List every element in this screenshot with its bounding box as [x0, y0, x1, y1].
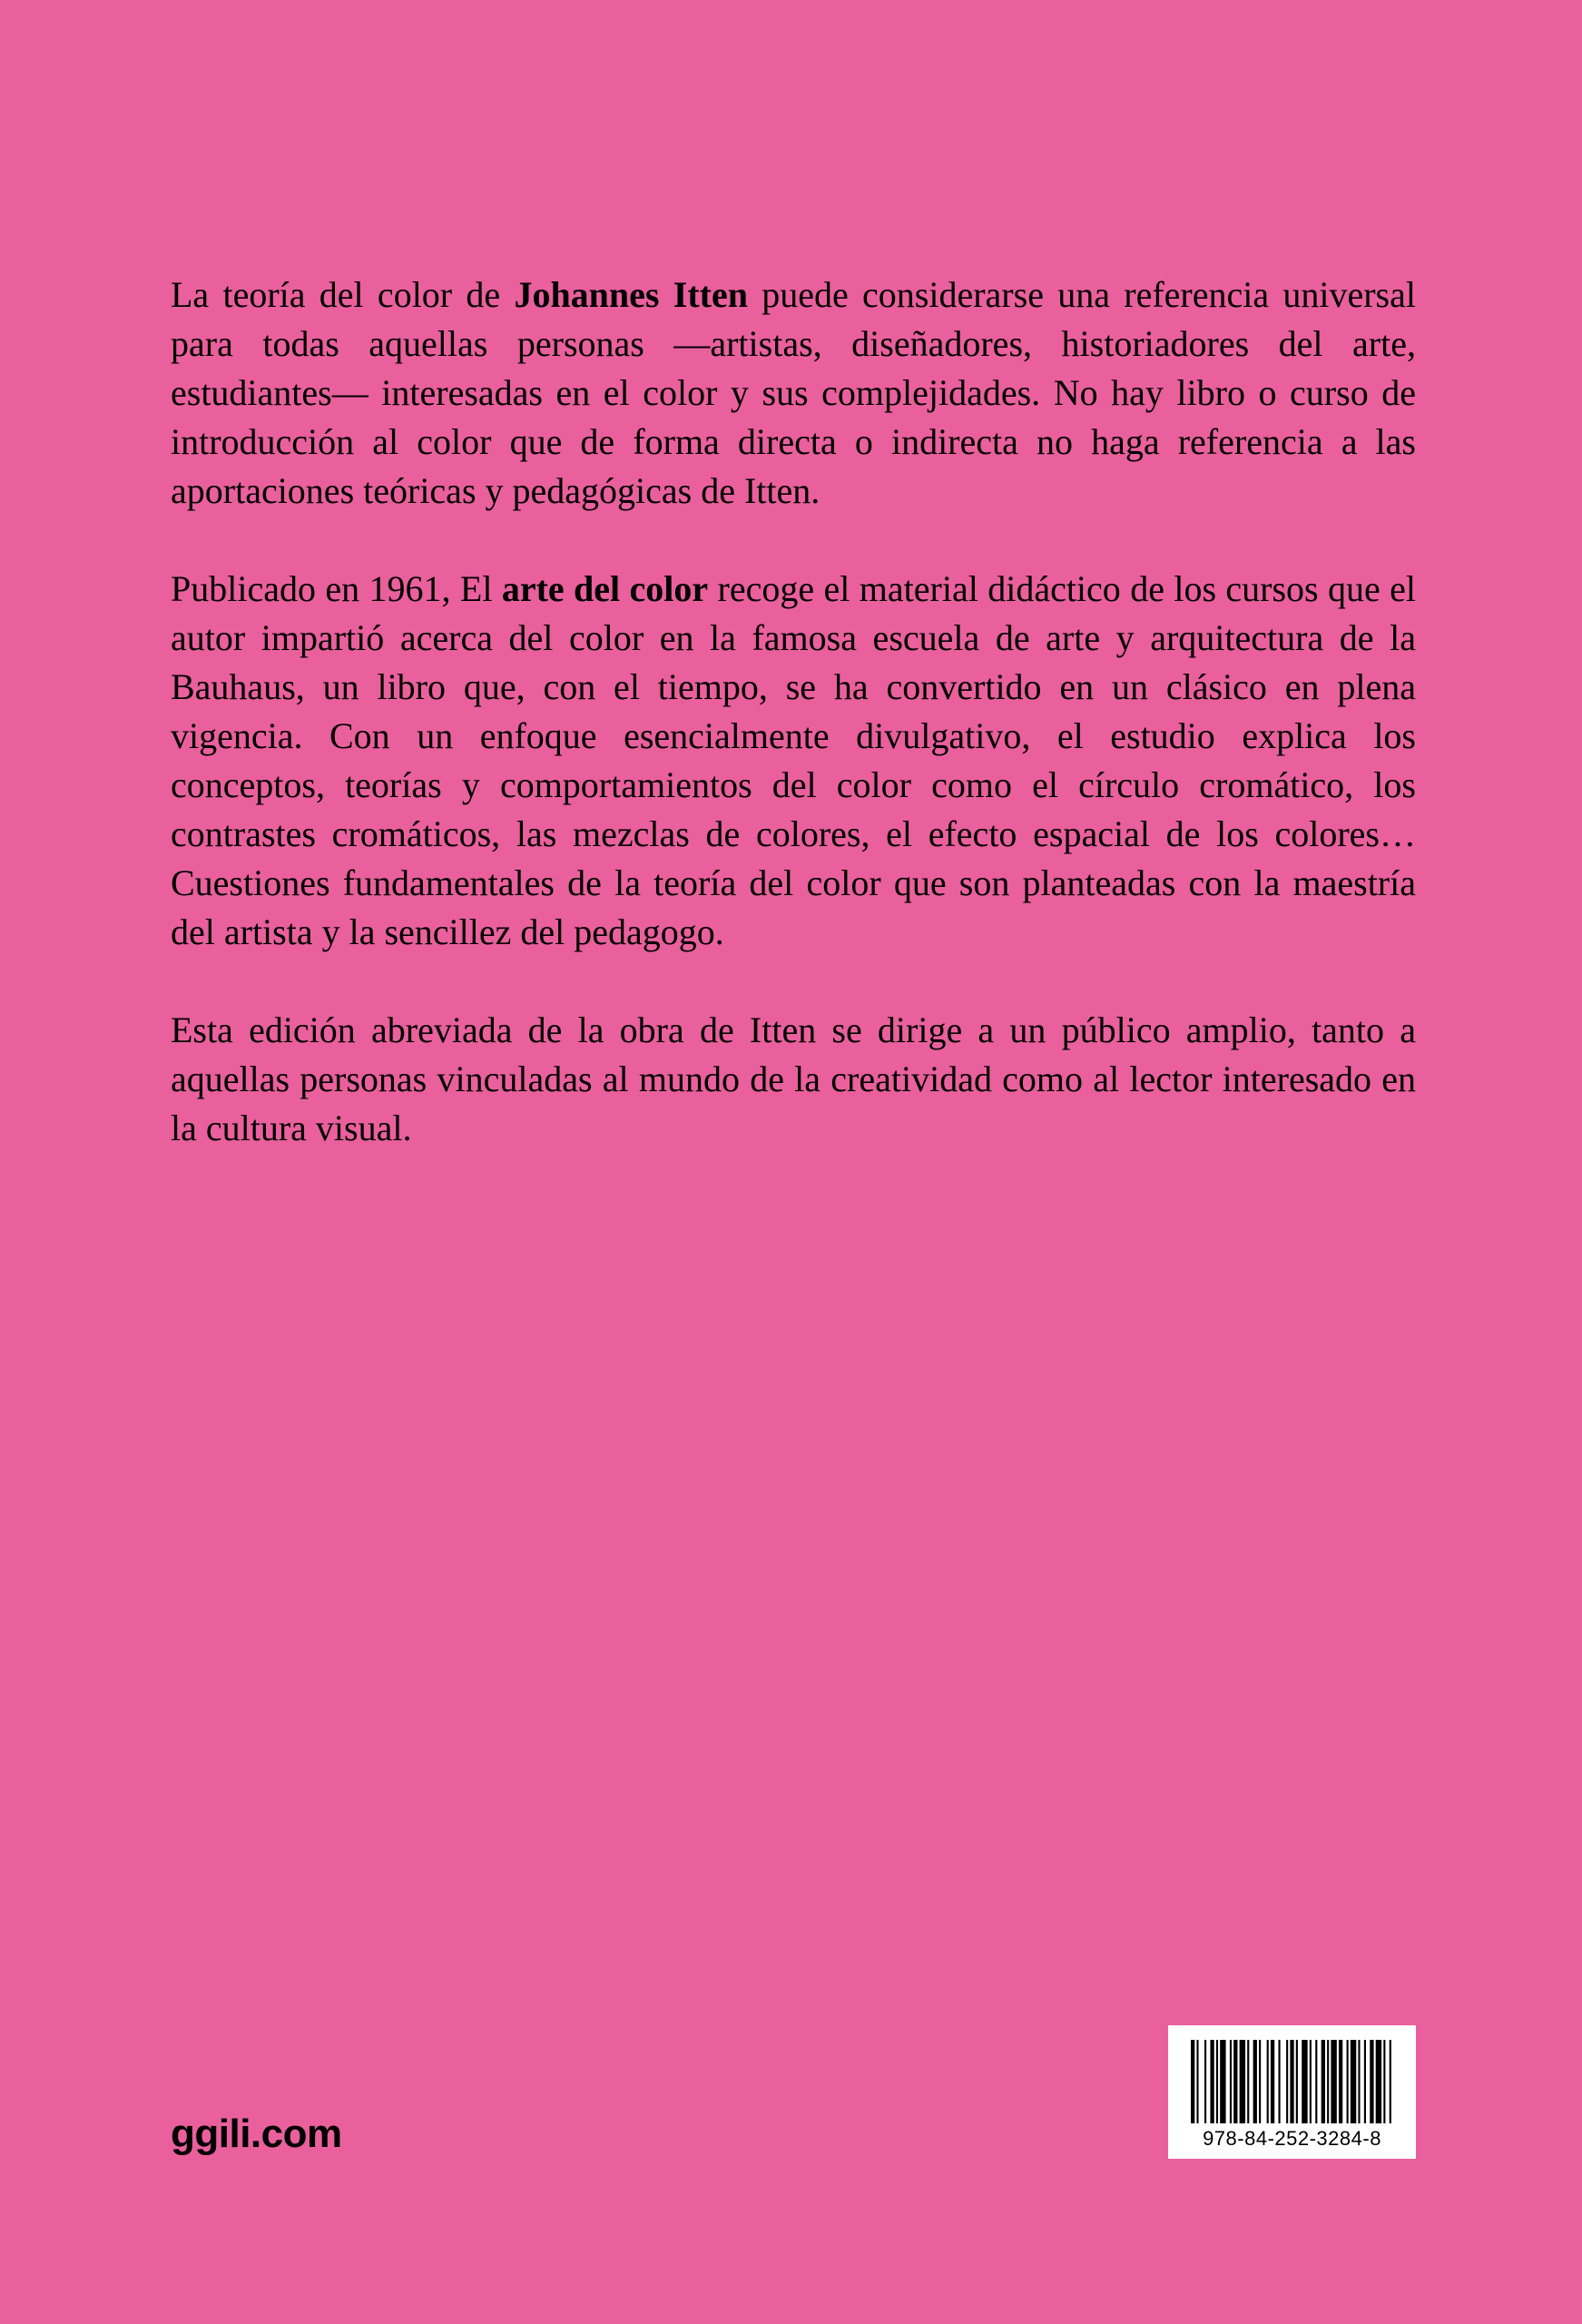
blurb-text-segment: Esta edición abreviada de la obra de Itten se dirige a un público amplio, tanto a aquellas personas vinculadas al mundo de la creatividad como al lector interesado en la cultura visual.: [171, 1009, 1416, 1148]
blurb-paragraph-2: [171, 565, 1416, 957]
barcode-bar: [1327, 2040, 1329, 2123]
blurb-paragraph-3: [171, 1006, 1416, 1153]
book-title: arte del color: [501, 568, 709, 609]
barcode-bar: [1247, 2040, 1249, 2123]
barcode-bar: [1315, 2040, 1317, 2123]
barcode-bar: [1230, 2040, 1232, 2123]
barcode-bar: [1253, 2040, 1257, 2123]
barcode-bar: [1191, 2040, 1194, 2123]
barcode-bar: [1220, 2040, 1225, 2123]
barcode-bar: [1196, 2040, 1198, 2123]
barcode-bar: [1204, 2040, 1206, 2123]
barcode-bar: [1286, 2040, 1288, 2123]
barcode-bar: [1216, 2040, 1218, 2123]
blurb-paragraph-1: [171, 271, 1416, 516]
barcode-bar: [1351, 2040, 1356, 2123]
barcode-bar: [1233, 2040, 1237, 2123]
blurb-text-segment: Publicado en 1961, El: [171, 568, 502, 609]
author-name: Johannes Itten: [514, 274, 748, 315]
barcode-bar: [1240, 2040, 1245, 2123]
barcode-bar: [1331, 2040, 1336, 2123]
barcode-bar: [1322, 2040, 1325, 2123]
barcode-bar: [1296, 2040, 1298, 2123]
barcode-bar: [1290, 2040, 1293, 2123]
barcode-bar: [1364, 2040, 1366, 2123]
barcode-bar: [1278, 2040, 1280, 2123]
barcode-bar: [1310, 2040, 1312, 2123]
publisher-url: ggili.com: [171, 2112, 342, 2156]
barcode-bar: [1339, 2040, 1342, 2123]
barcode-bar: [1210, 2040, 1214, 2123]
isbn-barcode: [1168, 2025, 1416, 2159]
barcode-bar: [1259, 2040, 1261, 2123]
barcode-bar: [1347, 2040, 1349, 2123]
blurb-text-segment: puede considerarse una referencia universal para todas aquellas personas —artistas, diseñadores, historiadores del arte, estudiantes— interesadas en el color y sus complejidades. No hay libro o curso de introducción al color que de forma directa o indirecta no haga referencia a las aportaciones teóricas y pedagógicas de Itten.: [171, 274, 1416, 511]
barcode-bar: [1358, 2040, 1360, 2123]
barcode-bar: [1390, 2040, 1391, 2123]
barcode-bar: [1267, 2040, 1269, 2123]
barcode-bars-icon: [1191, 2040, 1393, 2123]
isbn-number: 978-84-252-3284-8: [1203, 2127, 1381, 2150]
barcode-bar: [1370, 2040, 1373, 2123]
barcode-bar: [1383, 2040, 1385, 2123]
barcode-bar: [1376, 2040, 1381, 2123]
blurb-text: [171, 271, 1416, 1153]
blurb-text-segment: La teoría del color de: [171, 274, 515, 315]
barcode-bar: [1302, 2040, 1307, 2123]
barcode-bar: [1271, 2040, 1274, 2123]
blurb-text-segment: recoge el material didáctico de los cursos que el autor impartió acerca del color en la famosa escuela de arte y arquitectura de la Bauhaus, un libro que, con el tiempo, se ha convertido en un clásico en plena vigencia. Con un enfoque esencialmente divulgativo, el estudio explica los conceptos, teorías y comportamientos del color como el círculo cromático, los contrastes cromáticos, las mezclas de colores, el efecto espacial de los colores… Cuestiones fundamentales de la teoría del color que son planteadas con la maestría del artista y la sencillez del pedagogo.: [171, 568, 1416, 952]
